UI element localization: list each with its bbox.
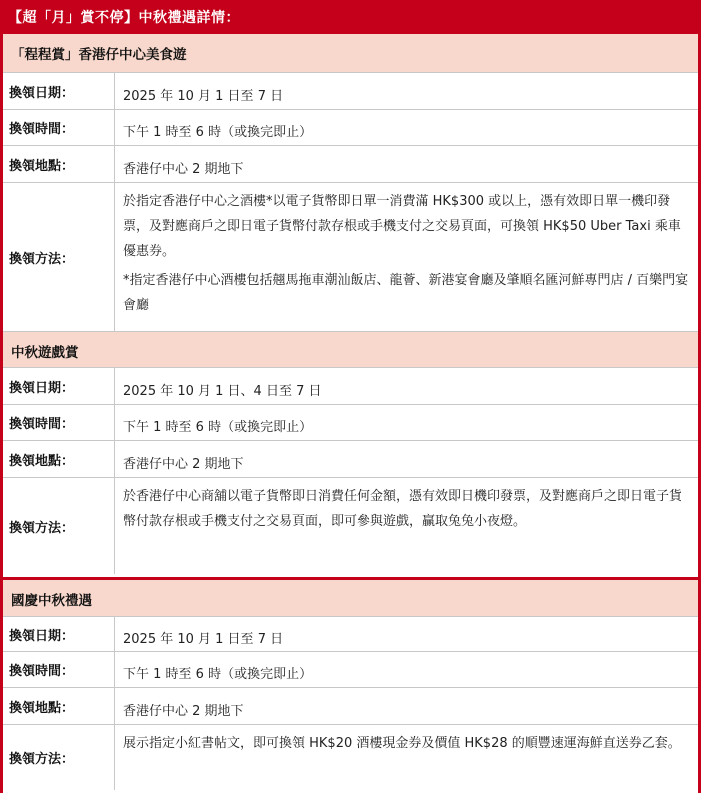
row-value: 香港仔中心 2 期地下	[123, 161, 244, 177]
table-row	[3, 368, 698, 405]
row-value	[115, 725, 698, 790]
row-label: 換領地點：	[3, 441, 115, 477]
page-title: 【超「月」賞不停】中秋禮遇詳情：	[0, 0, 701, 34]
row-value: 2025 年 10 月 1 日至 7 日	[123, 631, 284, 647]
row-label: 換領地點：	[3, 146, 115, 182]
row-value: 2025 年 10 月 1 日至 7 日	[123, 88, 284, 104]
offer-table-main	[0, 34, 701, 580]
redeem-method-text: 於指定香港仔中心之酒樓*以電子貨幣即日單一消費滿 HK$300 或以上，憑有效即日單一機印發票，及對應商戶之即日電子貨幣付款存根或手機支付之交易頁面，可換領 HK$50 Uber Taxi 乘車優惠券。	[123, 194, 681, 259]
row-value: 香港仔中心 2 期地下	[123, 703, 244, 719]
table-row	[3, 146, 698, 183]
row-label: 換領地點：	[3, 688, 115, 724]
row-label: 換領方法：	[3, 183, 115, 331]
row-value: 香港仔中心 2 期地下	[123, 456, 244, 472]
row-value: 下午 1 時至 6 時（或換完即止）	[123, 420, 313, 435]
table-row	[3, 183, 698, 332]
section-title-national-day: 國慶中秋禮遇	[3, 580, 698, 617]
row-label: 換領時間：	[3, 652, 115, 687]
table-row	[3, 110, 698, 146]
redeem-method-text: 於香港仔中心商舖以電子貨幣即日消費任何金額，憑有效即日機印發票，及對應商戶之即日電子貨幣付款存根或手機支付之交易頁面，即可參與遊戲，贏取兔兔小夜燈。	[123, 489, 683, 529]
offer-table-national-day	[0, 580, 701, 793]
table-row	[3, 617, 698, 652]
section-title-dining-tour: 「程程賞」香港仔中心美食遊	[3, 34, 698, 73]
row-label: 換領日期：	[3, 73, 115, 109]
redeem-method-text: 展示指定小紅書帖文，即可換領 HK$20 酒樓現金券及價值 HK$28 的順豐速運海鮮直送券乙套。	[123, 736, 681, 751]
row-label: 換領時間：	[3, 405, 115, 440]
row-value: 下午 1 時至 6 時（或換完即止）	[123, 667, 313, 682]
table-row	[3, 478, 698, 574]
table-row	[3, 405, 698, 441]
row-value	[115, 183, 698, 331]
row-label: 換領方法：	[3, 478, 115, 574]
row-label: 換領時間：	[3, 110, 115, 145]
row-value: 2025 年 10 月 1 日、4 日至 7 日	[123, 383, 322, 399]
row-value	[115, 478, 698, 574]
table-row	[3, 441, 698, 478]
table-row	[3, 688, 698, 725]
row-label: 換領日期：	[3, 368, 115, 404]
table-row	[3, 73, 698, 110]
table-row	[3, 725, 698, 790]
row-label: 換領方法：	[3, 725, 115, 790]
section-title-game: 中秋遊戲賞	[3, 332, 698, 368]
row-value: 下午 1 時至 6 時（或換完即止）	[123, 125, 313, 140]
table-row	[3, 652, 698, 688]
row-label: 換領日期：	[3, 617, 115, 651]
restaurant-note: *指定香港仔中心酒樓包括翹馬拖車潮汕飯店、龍薈、新港宴會廳及肇順名匯河鮮專門店 / 百樂門宴會廳	[123, 273, 689, 313]
